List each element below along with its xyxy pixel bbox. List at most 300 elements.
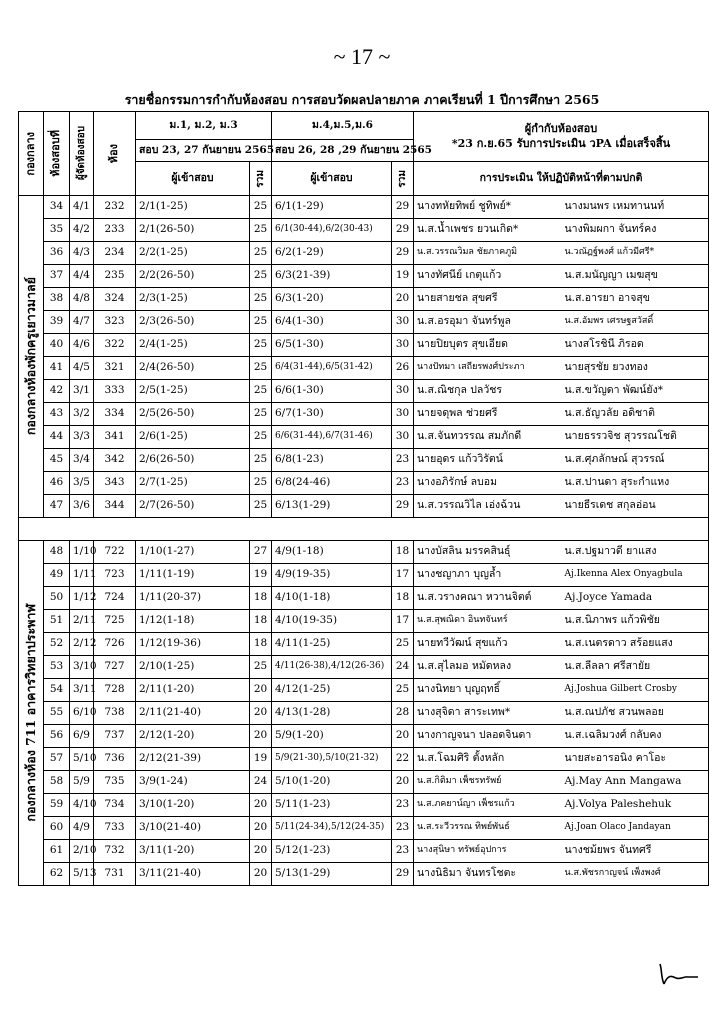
table-row: [19, 587, 709, 610]
cell-m456-examinees: 4/11(26-38),4/12(26-36): [272, 656, 392, 679]
cell-exam-room: 51: [44, 610, 70, 633]
cell-m456-examinees: 6/7(1-30): [272, 403, 392, 426]
cell-m123-examinees: 2/4(1-25): [136, 334, 250, 357]
cell-proctor-2: น.ส.นิภาพร แก้วพิชัย: [562, 610, 709, 633]
cell-m123-total: 25: [250, 449, 272, 472]
cell-proctor-1: นางนิทยา บุญฤทธิ์: [414, 679, 562, 702]
cell-m456-total: 23: [392, 449, 414, 472]
cell-proctor-1: นางชญาภา บุญล้ำ: [414, 564, 562, 587]
cell-proctor-1: นายจดุพล ช่วยศรี: [414, 403, 562, 426]
separator-cell: [19, 518, 709, 541]
cell-m456-examinees: 4/13(1-28): [272, 702, 392, 725]
cell-m456-examinees: 4/9(19-35): [272, 564, 392, 587]
cell-proctor-1: นายอุดร แก้ววิรัตน์: [414, 449, 562, 472]
cell-exam-room: 47: [44, 495, 70, 518]
cell-proctor-1: นางปัทมา เสถียรพงศ์ประภา: [414, 357, 562, 380]
cell-m456-examinees: 6/8(24-46): [272, 472, 392, 495]
table-row: [19, 633, 709, 656]
cell-m456-total: 23: [392, 794, 414, 817]
table-row: [19, 679, 709, 702]
table-row: [19, 380, 709, 403]
cell-proctor-1: นางอภิรักษ์ ลบอม: [414, 472, 562, 495]
cell-m123-total: 25: [250, 403, 272, 426]
cell-m123-examinees: 2/5(26-50): [136, 403, 250, 426]
cell-m123-total: 18: [250, 633, 272, 656]
cell-proctor-1: น.ส.กิติมา เพ็ชรทรัพย์: [414, 771, 562, 794]
cell-proctor-1: น.ส.โฉมศิริ ตั้งหลัก: [414, 748, 562, 771]
cell-exam-room: 36: [44, 242, 70, 265]
cell-room: 233: [94, 219, 136, 242]
group-separator: [19, 518, 709, 541]
cell-homeroom: 5/10: [70, 748, 94, 771]
cell-m123-examinees: 2/2(1-25): [136, 242, 250, 265]
cell-m123-examinees: 2/7(1-25): [136, 472, 250, 495]
cell-exam-room: 38: [44, 288, 70, 311]
cell-exam-room: 61: [44, 840, 70, 863]
cell-m123-total: 25: [250, 426, 272, 449]
cell-m123-total: 24: [250, 771, 272, 794]
cell-room: 731: [94, 863, 136, 886]
cell-m456-examinees: 5/13(1-29): [272, 863, 392, 886]
cell-proctor-1: นางสุนิษา ทรัพย์อุปการ: [414, 840, 562, 863]
cell-m123-examinees: 2/6(26-50): [136, 449, 250, 472]
cell-homeroom: 4/6: [70, 334, 94, 357]
cell-m456-total: 20: [392, 288, 414, 311]
cell-proctor-1: น.ส.วรรณวิมล ชัยภาคภูมิ: [414, 242, 562, 265]
cell-m123-total: 25: [250, 334, 272, 357]
cell-room: 723: [94, 564, 136, 587]
cell-m123-total: 25: [250, 311, 272, 334]
cell-m456-examinees: 6/13(1-29): [272, 495, 392, 518]
cell-homeroom: 3/1: [70, 380, 94, 403]
cell-m123-total: 25: [250, 472, 272, 495]
cell-homeroom: 3/5: [70, 472, 94, 495]
document-title: รายชื่อกรรมการกำกับห้องสอบ การสอบวัดผลปลายภาค ภาคเรียนที่ 1 ปีการศึกษา 2565: [124, 92, 600, 107]
cell-m456-total: 19: [392, 265, 414, 288]
cell-m456-total: 17: [392, 564, 414, 587]
cell-proctor-2: นายธรรวจิช สุวรรณโชติ: [562, 426, 709, 449]
cell-exam-room: 40: [44, 334, 70, 357]
cell-proctor-2: นายสุรชัย ยวงทอง: [562, 357, 709, 380]
cell-proctor-1: นางบัสลิน มรรคสินธุ์: [414, 541, 562, 564]
cell-proctor-1: น.ส.ภคยาน์ญา เพ็ชรแก้ว: [414, 794, 562, 817]
table-row: [19, 495, 709, 518]
cell-proctor-1: นางทัศนีย์ เกตุแก้ว: [414, 265, 562, 288]
cell-m123-examinees: 2/10(1-25): [136, 656, 250, 679]
cell-room: 234: [94, 242, 136, 265]
cell-m456-total: 23: [392, 472, 414, 495]
cell-m456-total: 30: [392, 311, 414, 334]
cell-room: 323: [94, 311, 136, 334]
cell-m123-examinees: 3/10(21-40): [136, 817, 250, 840]
group-label: [19, 541, 44, 886]
cell-m456-total: 23: [392, 817, 414, 840]
cell-m456-examinees: 5/9(1-20): [272, 725, 392, 748]
cell-homeroom: 4/3: [70, 242, 94, 265]
cell-m123-total: 25: [250, 219, 272, 242]
cell-m123-total: 25: [250, 380, 272, 403]
cell-exam-room: 58: [44, 771, 70, 794]
cell-m123-total: 25: [250, 288, 272, 311]
cell-m456-examinees: 6/1(1-29): [272, 196, 392, 219]
cell-m456-examinees: 6/4(31-44),6/5(31-42): [272, 357, 392, 380]
header-room: ห้อง: [94, 112, 136, 196]
proctor-note-2: การประเมิน ให้ปฏิบัติหน้าที่ตามปกติ: [414, 162, 709, 196]
cell-exam-room: 37: [44, 265, 70, 288]
table-row: [19, 472, 709, 495]
cell-m123-total: 27: [250, 541, 272, 564]
table-body: [19, 196, 709, 886]
cell-m123-examinees: 3/11(21-40): [136, 863, 250, 886]
cell-homeroom: 1/10: [70, 541, 94, 564]
cell-m456-total: 18: [392, 587, 414, 610]
table-row: [19, 219, 709, 242]
cell-proctor-2: นางพิมผกา จันทร์คง: [562, 219, 709, 242]
cell-homeroom: 3/6: [70, 495, 94, 518]
cell-m456-total: 28: [392, 702, 414, 725]
cell-proctor-2: Aj.Joshua Gilbert Crosby: [562, 679, 709, 702]
cell-exam-room: 35: [44, 219, 70, 242]
cell-room: 726: [94, 633, 136, 656]
cell-room: 344: [94, 495, 136, 518]
cell-room: 733: [94, 817, 136, 840]
cell-homeroom: 3/11: [70, 679, 94, 702]
cell-proctor-1: น.ส.ณิชกุล ปลวัชร: [414, 380, 562, 403]
table-row: [19, 794, 709, 817]
cell-exam-room: 62: [44, 863, 70, 886]
table-row: [19, 357, 709, 380]
cell-proctor-1: น.ส.น้ำเพชร ยวนเกิด*: [414, 219, 562, 242]
cell-room: 343: [94, 472, 136, 495]
cell-m123-examinees: 2/7(26-50): [136, 495, 250, 518]
cell-m456-total: 29: [392, 196, 414, 219]
cell-room: 728: [94, 679, 136, 702]
cell-proctor-2: นายธีรเดช สกุลอ่อน: [562, 495, 709, 518]
header-exam-room: ห้องสอบที่: [44, 112, 70, 196]
cell-homeroom: 4/4: [70, 265, 94, 288]
cell-m123-examinees: 1/12(19-36): [136, 633, 250, 656]
cell-proctor-1: นางกาญจนา ปลอดจินดา: [414, 725, 562, 748]
cell-m456-total: 22: [392, 748, 414, 771]
cell-exam-room: 57: [44, 748, 70, 771]
cell-proctor-2: น.ส.เฉลิมวงศ์ กลับคง: [562, 725, 709, 748]
cell-room: 722: [94, 541, 136, 564]
cell-m456-examinees: 4/11(1-25): [272, 633, 392, 656]
cell-proctor-2: นางชม้ยพร จันทศรี: [562, 840, 709, 863]
cell-m123-total: 20: [250, 840, 272, 863]
cell-m123-examinees: 2/3(26-50): [136, 311, 250, 334]
cell-exam-room: 46: [44, 472, 70, 495]
proctor-table: [18, 111, 709, 886]
cell-m123-total: 18: [250, 587, 272, 610]
cell-proctor-1: นางนิธิมา จันทรโชตะ: [414, 863, 562, 886]
cell-room: 334: [94, 403, 136, 426]
cell-proctor-1: นายปิยบุตร สุขเอียด: [414, 334, 562, 357]
cell-proctor-2: น.ส.ปานดา สุระกำแหง: [562, 472, 709, 495]
header-examinees-2: ผู้เข้าสอบ: [272, 162, 392, 196]
cell-proctor-2: น.ส.อัมพร เศรษฐสวัสดิ์: [562, 311, 709, 334]
cell-m456-examinees: 6/4(1-30): [272, 311, 392, 334]
cell-room: 341: [94, 426, 136, 449]
table-row: [19, 771, 709, 794]
cell-m456-examinees: 6/6(1-30): [272, 380, 392, 403]
proctor-title: ผู้กำกับห้องสอบ: [524, 121, 598, 135]
cell-m123-examinees: 2/1(26-50): [136, 219, 250, 242]
cell-m456-examinees: 6/3(21-39): [272, 265, 392, 288]
header-examinees-1: ผู้เข้าสอบ: [136, 162, 250, 196]
table-row: [19, 334, 709, 357]
cell-exam-room: 45: [44, 449, 70, 472]
cell-m456-total: 30: [392, 380, 414, 403]
table-row: [19, 748, 709, 771]
table-row: [19, 656, 709, 679]
cell-homeroom: 4/7: [70, 311, 94, 334]
cell-room: 732: [94, 840, 136, 863]
cell-proctor-2: น.ส.ศุภลักษณ์ สุวรรณ์: [562, 449, 709, 472]
cell-m123-examinees: 2/11(21-40): [136, 702, 250, 725]
table-row: [19, 426, 709, 449]
proctor-note-1: *23 ก.ย.65 รับการประเมิน วPA เมื่อเสร็จสิ้น: [451, 136, 671, 150]
cell-m123-total: 20: [250, 725, 272, 748]
cell-room: 727: [94, 656, 136, 679]
cell-proctor-2: น.ส.มนัญญา เมฆสุข: [562, 265, 709, 288]
cell-m456-examinees: 4/9(1-18): [272, 541, 392, 564]
cell-proctor-2: น.ส.ณปภัช สวนพลอย: [562, 702, 709, 725]
cell-m123-total: 20: [250, 817, 272, 840]
cell-m456-total: 29: [392, 219, 414, 242]
cell-m123-total: 19: [250, 748, 272, 771]
cell-exam-room: 42: [44, 380, 70, 403]
cell-proctor-1: น.ส.อรอุมา จันทร์พูล: [414, 311, 562, 334]
cell-exam-room: 54: [44, 679, 70, 702]
cell-proctor-1: น.ส.วรางคณา หวานจิตต์: [414, 587, 562, 610]
header-m123-title: ม.1, ม.2, ม.3: [136, 112, 272, 140]
cell-m456-examinees: 6/6(31-44),6/7(31-46): [272, 426, 392, 449]
cell-m123-total: 25: [250, 196, 272, 219]
cell-m456-total: 29: [392, 863, 414, 886]
header-m456-title: ม.4,ม.5,ม.6: [272, 112, 414, 140]
cell-room: 725: [94, 610, 136, 633]
table-row: [19, 541, 709, 564]
cell-m456-examinees: 6/8(1-23): [272, 449, 392, 472]
cell-m456-examinees: 5/11(1-23): [272, 794, 392, 817]
cell-room: 734: [94, 794, 136, 817]
cell-m456-total: 25: [392, 633, 414, 656]
cell-m123-examinees: 2/12(21-39): [136, 748, 250, 771]
cell-proctor-1: น.ส.จันทวรรณ สมภักดี: [414, 426, 562, 449]
group-label: [19, 196, 44, 518]
cell-proctor-2: น.ส.ปฐมาวดี ยาแสง: [562, 541, 709, 564]
cell-room: 342: [94, 449, 136, 472]
cell-room: 724: [94, 587, 136, 610]
cell-m123-examinees: 2/3(1-25): [136, 288, 250, 311]
cell-m123-total: 20: [250, 794, 272, 817]
cell-m123-examinees: 2/12(1-20): [136, 725, 250, 748]
cell-exam-room: 60: [44, 817, 70, 840]
cell-proctor-1: นายทวีวัฒน์ สุขแก้ว: [414, 633, 562, 656]
header-homeroom: ผู้จัดห้องสอบ: [70, 112, 94, 196]
cell-homeroom: 2/12: [70, 633, 94, 656]
cell-m123-examinees: 1/10(1-27): [136, 541, 250, 564]
cell-m456-total: 20: [392, 725, 414, 748]
table-row: [19, 725, 709, 748]
cell-homeroom: 2/10: [70, 840, 94, 863]
cell-homeroom: 1/11: [70, 564, 94, 587]
cell-homeroom: 5/13: [70, 863, 94, 886]
table-row: [19, 863, 709, 886]
header-m123-dates: สอบ 23, 27 กันยายน 2565: [136, 140, 272, 162]
group-label-text: กองกลางห้องพักครูเยาวมาลย์: [23, 277, 39, 436]
cell-homeroom: 4/2: [70, 219, 94, 242]
cell-room: 232: [94, 196, 136, 219]
cell-m123-examinees: 2/6(1-25): [136, 426, 250, 449]
cell-m123-examinees: 3/10(1-20): [136, 794, 250, 817]
table-row: [19, 265, 709, 288]
header-total-1: รวม: [250, 162, 272, 196]
table-row: [19, 403, 709, 426]
cell-m123-total: 19: [250, 564, 272, 587]
cell-proctor-2: Aj.Volya Paleshehuk: [562, 794, 709, 817]
signature: [656, 960, 700, 986]
cell-proctor-1: น.ส.วรรณวิไล เอ่งฉ้วน: [414, 495, 562, 518]
cell-m123-examinees: 2/11(1-20): [136, 679, 250, 702]
header-group: กองกลาง: [19, 112, 44, 196]
cell-exam-room: 55: [44, 702, 70, 725]
cell-homeroom: 3/2: [70, 403, 94, 426]
cell-proctor-2: น.ส.ธัญวลัย อดิชาติ: [562, 403, 709, 426]
cell-proctor-1: นายสายชล สุขศรี: [414, 288, 562, 311]
cell-homeroom: 4/9: [70, 817, 94, 840]
cell-exam-room: 49: [44, 564, 70, 587]
cell-m456-total: 29: [392, 242, 414, 265]
cell-room: 324: [94, 288, 136, 311]
cell-m456-examinees: 6/3(1-20): [272, 288, 392, 311]
header-proctor: [414, 112, 709, 162]
cell-exam-room: 59: [44, 794, 70, 817]
cell-exam-room: 43: [44, 403, 70, 426]
cell-m123-examinees: 2/2(26-50): [136, 265, 250, 288]
cell-m123-total: 25: [250, 242, 272, 265]
cell-m123-total: 18: [250, 610, 272, 633]
cell-room: 322: [94, 334, 136, 357]
cell-m123-total: 20: [250, 679, 272, 702]
cell-m456-examinees: 5/10(1-20): [272, 771, 392, 794]
table-row: [19, 840, 709, 863]
cell-m456-examinees: 5/12(1-23): [272, 840, 392, 863]
cell-m456-examinees: 6/2(1-29): [272, 242, 392, 265]
cell-exam-room: 34: [44, 196, 70, 219]
cell-m456-total: 30: [392, 426, 414, 449]
cell-proctor-2: Aj.Joyce Yamada: [562, 587, 709, 610]
cell-m456-total: 25: [392, 679, 414, 702]
cell-exam-room: 44: [44, 426, 70, 449]
cell-homeroom: 4/1: [70, 196, 94, 219]
cell-proctor-2: น.ส.พัชรกาญจน์ เพ็งพงศ์: [562, 863, 709, 886]
cell-homeroom: 3/10: [70, 656, 94, 679]
cell-proctor-2: Aj.Joan Olaco Jandayan: [562, 817, 709, 840]
cell-m456-examinees: 5/11(24-34),5/12(24-35): [272, 817, 392, 840]
cell-proctor-2: น.ส.ขวัญดา พัฒน์ยัง*: [562, 380, 709, 403]
group-label-text: กองกลางห้อง 711 อาคารวิทยาประพาฬ: [23, 604, 39, 822]
cell-homeroom: 3/4: [70, 449, 94, 472]
cell-m456-total: 24: [392, 656, 414, 679]
cell-exam-room: 56: [44, 725, 70, 748]
cell-proctor-1: น.ส.สุพณิดา อินทจันทร์: [414, 610, 562, 633]
cell-room: 737: [94, 725, 136, 748]
cell-m456-total: 30: [392, 403, 414, 426]
cell-proctor-2: น.วณัฏฐ์พงศ์ แก้วมีศรี*: [562, 242, 709, 265]
cell-m123-total: 20: [250, 863, 272, 886]
table-row: [19, 610, 709, 633]
cell-exam-room: 50: [44, 587, 70, 610]
header-total-2: รวม: [392, 162, 414, 196]
cell-m456-total: 30: [392, 334, 414, 357]
cell-m123-examinees: 2/4(26-50): [136, 357, 250, 380]
cell-m123-examinees: 2/1(1-25): [136, 196, 250, 219]
cell-homeroom: 4/8: [70, 288, 94, 311]
cell-homeroom: 4/10: [70, 794, 94, 817]
cell-homeroom: 1/12: [70, 587, 94, 610]
cell-m456-examinees: 4/10(19-35): [272, 610, 392, 633]
cell-exam-room: 53: [44, 656, 70, 679]
cell-exam-room: 48: [44, 541, 70, 564]
cell-m456-total: 29: [392, 495, 414, 518]
cell-m123-examinees: 3/9(1-24): [136, 771, 250, 794]
cell-homeroom: 2/11: [70, 610, 94, 633]
cell-m456-total: 17: [392, 610, 414, 633]
cell-m123-total: 25: [250, 656, 272, 679]
cell-m123-examinees: 1/11(20-37): [136, 587, 250, 610]
cell-room: 736: [94, 748, 136, 771]
table-row: [19, 196, 709, 219]
cell-exam-room: 52: [44, 633, 70, 656]
table-row: [19, 311, 709, 334]
cell-homeroom: 4/5: [70, 357, 94, 380]
cell-m123-examinees: 2/5(1-25): [136, 380, 250, 403]
cell-m123-total: 25: [250, 265, 272, 288]
cell-room: 321: [94, 357, 136, 380]
cell-proctor-2: นางสโรชินี ภิรอด: [562, 334, 709, 357]
cell-homeroom: 6/10: [70, 702, 94, 725]
cell-m123-total: 20: [250, 702, 272, 725]
cell-homeroom: 5/9: [70, 771, 94, 794]
cell-m456-total: 26: [392, 357, 414, 380]
cell-room: 735: [94, 771, 136, 794]
cell-room: 333: [94, 380, 136, 403]
table-row: [19, 242, 709, 265]
cell-homeroom: 6/9: [70, 725, 94, 748]
table-row: [19, 817, 709, 840]
cell-proctor-2: นางมนพร เหมทานนท์: [562, 196, 709, 219]
cell-m456-total: 20: [392, 771, 414, 794]
cell-proctor-1: นางทหัยทิพย์ ชูทิพย์*: [414, 196, 562, 219]
cell-proctor-2: Aj.May Ann Mangawa: [562, 771, 709, 794]
table-row: [19, 702, 709, 725]
header-m456-dates: สอบ 26, 28 ,29 กันยายน 2565: [272, 140, 414, 162]
cell-exam-room: 39: [44, 311, 70, 334]
table-row: [19, 564, 709, 587]
cell-m123-examinees: 1/12(1-18): [136, 610, 250, 633]
cell-m123-total: 25: [250, 357, 272, 380]
cell-m456-examinees: 6/1(30-44),6/2(30-43): [272, 219, 392, 242]
cell-m456-examinees: 4/10(1-18): [272, 587, 392, 610]
cell-m456-total: 18: [392, 541, 414, 564]
cell-proctor-2: น.ส.ลีลลา ศรีสายัย: [562, 656, 709, 679]
cell-m456-examinees: 4/12(1-25): [272, 679, 392, 702]
cell-exam-room: 41: [44, 357, 70, 380]
cell-proctor-2: น.ส.เนตรดาว สร้อยแสง: [562, 633, 709, 656]
cell-room: 738: [94, 702, 136, 725]
